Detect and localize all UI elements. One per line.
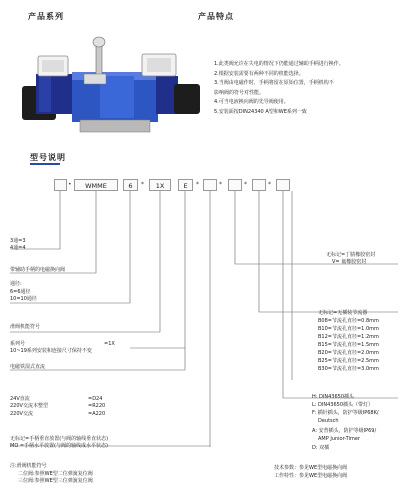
note-title: 注:滑阀机能符号 (10, 463, 47, 469)
voltage-2-label: 220V交流本整型 (10, 403, 48, 409)
wet-pin: 电磁铁湿式直流 (10, 364, 46, 370)
code-separator: * (244, 181, 247, 188)
feature-item: 4.可当电液换向阀的先导阀使用。 (214, 99, 289, 105)
voltage-1-label: 24V直流 (10, 396, 30, 402)
heading-product-series: 产品系列 (28, 12, 64, 21)
code-separator: * (196, 181, 199, 188)
orifice-b10: B10=节流孔直径=1.0mm (318, 326, 379, 332)
heading-product-features: 产品特点 (198, 12, 234, 21)
elec-f: F: 插针插头，防护等级IP68K/ (312, 410, 379, 416)
seal-1: 无标记=丁腈橡胶密封 (326, 252, 376, 258)
code-box-type: WMME (74, 179, 118, 191)
manual-1: 无标记=手柄垂直放置(与阀的轴线垂直状态) (10, 436, 109, 442)
feature-item: 影响阀的符号对性能。 (214, 89, 265, 96)
path-10: 10=10通径 (10, 296, 37, 302)
elec-a: A: 安普插头，防护等级IP69/ (312, 428, 377, 434)
code-box-size: 6 (123, 179, 138, 191)
handle-desc: 带辅助手柄的电磁换向阀 (10, 267, 66, 273)
note-1: 二位阀:参照WE型二位弹簧复位阀 (18, 471, 93, 477)
heading-model-description: 型号说明 (30, 153, 66, 162)
orifice-b15: B15=节流孔直径=1.5mm (318, 342, 379, 348)
series-label: 系列号 (10, 341, 26, 347)
path-title: 通径: (10, 281, 22, 287)
tech-1: 技术参数：参见WE型电磁换向阀 (274, 465, 348, 471)
elec-f2: Deutsch (318, 418, 339, 424)
orifice-b08: B08=节流孔直径=0.8mm (318, 318, 379, 324)
series-note: 10~19系列安装和连接尺寸保持不变 (10, 348, 92, 354)
voltage-3-value: =A220 (88, 411, 106, 417)
code-box-series: 1X (149, 179, 171, 191)
elec-l: L: DIN43650插头（带灯） (312, 402, 374, 408)
code-separator: • (68, 181, 72, 188)
feature-item: 1.此类阀允许在失电的情况下仍能通过辅助手柄进行换作。 (214, 61, 344, 67)
elec-a2: AMP Junior-Timer (318, 436, 360, 442)
voltage-2-value: =R220 (88, 403, 106, 409)
orifice-title: 无标记=无插装节流器 (318, 310, 368, 316)
code-separator: * (219, 181, 222, 188)
series-value: =1X (104, 341, 115, 347)
note-2: 三位阀:参照WE型三位弹簧复位阀 (18, 478, 93, 484)
feature-item: 5.安装面按DIN24340 A型和WE系列一致 (214, 108, 307, 115)
coil-count-1: 3通=3 (10, 238, 26, 244)
orifice-b30: B30=节流孔直径=3.0mm (318, 366, 379, 372)
path-6: 6=6通径 (10, 289, 31, 295)
elec-d: D: 双插 (312, 445, 330, 451)
feature-item: 3.当阀由电磁作时，手柄将留在原始位置，手柄机构不 (214, 80, 334, 86)
orifice-b25: B25=节流孔直径=2.5mm (318, 358, 379, 364)
feature-item: 2.根据安装需要有两种不同的机能选择。 (214, 70, 304, 77)
voltage-3-label: 220V交流 (10, 411, 33, 417)
code-separator: * (268, 181, 271, 188)
code-separator: * (141, 181, 144, 188)
orifice-b20: B20=节流孔直径=2.0mm (318, 350, 379, 356)
code-box-coil: E (178, 179, 193, 191)
tech-2: 工作特性：参见WE型电磁换向阀 (274, 473, 348, 479)
manual-2: MO =手柄水平放置(与阀的轴线成水平状态) (10, 443, 108, 449)
coil-count-2: 4通=4 (10, 245, 26, 251)
orifice-b12: B12=节流孔直径=1.2mm (318, 334, 379, 340)
seal-2: V= 氟橡胶密封 (332, 259, 367, 265)
elec-h: H: DIN43650插头 (312, 394, 355, 400)
voltage-1-value: =D24 (88, 396, 103, 402)
slide-symbol: 滑阀机能符号 (10, 324, 41, 330)
